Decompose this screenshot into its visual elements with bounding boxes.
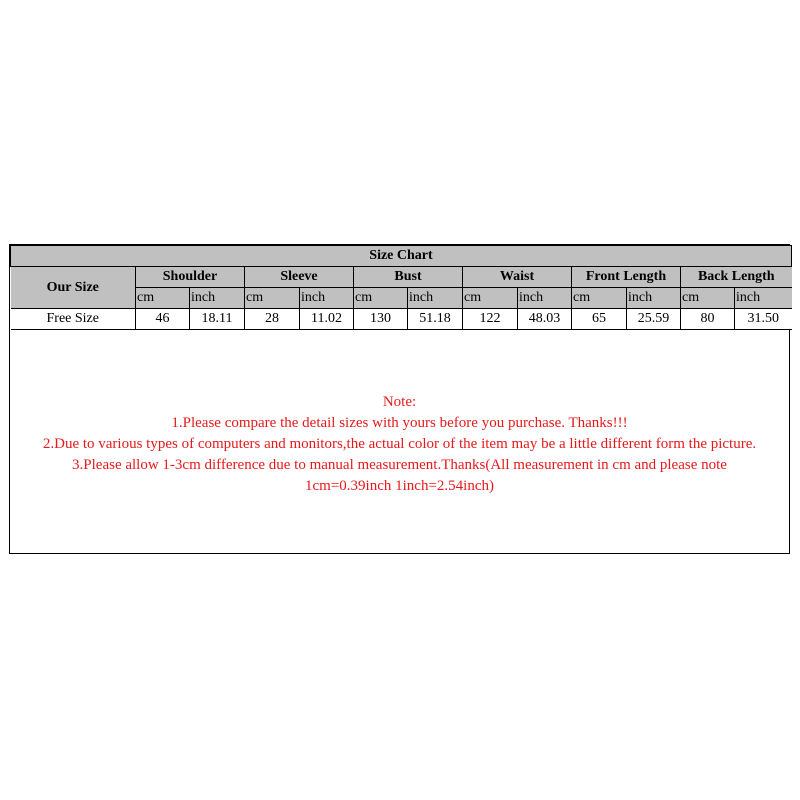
table-cell: 48.03 [518, 309, 572, 330]
unit-label: inch [408, 288, 463, 309]
unit-label: cm [572, 288, 627, 309]
col-header-waist: Waist [463, 267, 572, 288]
unit-label: inch [190, 288, 245, 309]
note-line-2: 2.Due to various types of computers and monitors,the actual color of the item may be a little different form the picture. [42, 436, 757, 452]
table-cell: 18.11 [190, 309, 245, 330]
col-header-sleeve: Sleeve [245, 267, 354, 288]
unit-label: inch [627, 288, 681, 309]
table-cell: 130 [354, 309, 408, 330]
col-header-bust: Bust [354, 267, 463, 288]
table-cell: 25.59 [627, 309, 681, 330]
col-header-front-length: Front Length [572, 267, 681, 288]
unit-label: cm [681, 288, 735, 309]
unit-label: cm [463, 288, 518, 309]
table-cell: 122 [463, 309, 518, 330]
table-cell: 80 [681, 309, 735, 330]
note-line-3: 3.Please allow 1-3cm difference due to manual measurement.Thanks(All measurement in cm and please note [72, 457, 727, 473]
unit-label: inch [518, 288, 572, 309]
table-cell: 51.18 [408, 309, 463, 330]
table-title: Size Chart [11, 246, 792, 267]
col-header-shoulder: Shoulder [136, 267, 245, 288]
table-row [11, 309, 792, 330]
unit-label: cm [354, 288, 408, 309]
unit-label: inch [300, 288, 354, 309]
unit-label: inch [735, 288, 792, 309]
size-header: Our Size [11, 267, 136, 309]
size-chart [9, 244, 790, 554]
unit-label: cm [245, 288, 300, 309]
note-heading: Note: [382, 394, 417, 410]
note-section [10, 328, 789, 553]
col-header-back-length: Back Length [681, 267, 792, 288]
note-line-4: 1cm=0.39inch 1inch=2.54inch) [305, 478, 494, 494]
size-table [10, 245, 792, 330]
size-label: Free Size [11, 309, 136, 330]
table-cell: 46 [136, 309, 190, 330]
table-cell: 31.50 [735, 309, 792, 330]
table-cell: 28 [245, 309, 300, 330]
unit-label: cm [136, 288, 190, 309]
table-cell: 11.02 [300, 309, 354, 330]
note-line-1: 1.Please compare the detail sizes with yours before you purchase. Thanks!!! [171, 415, 628, 431]
table-cell: 65 [572, 309, 627, 330]
